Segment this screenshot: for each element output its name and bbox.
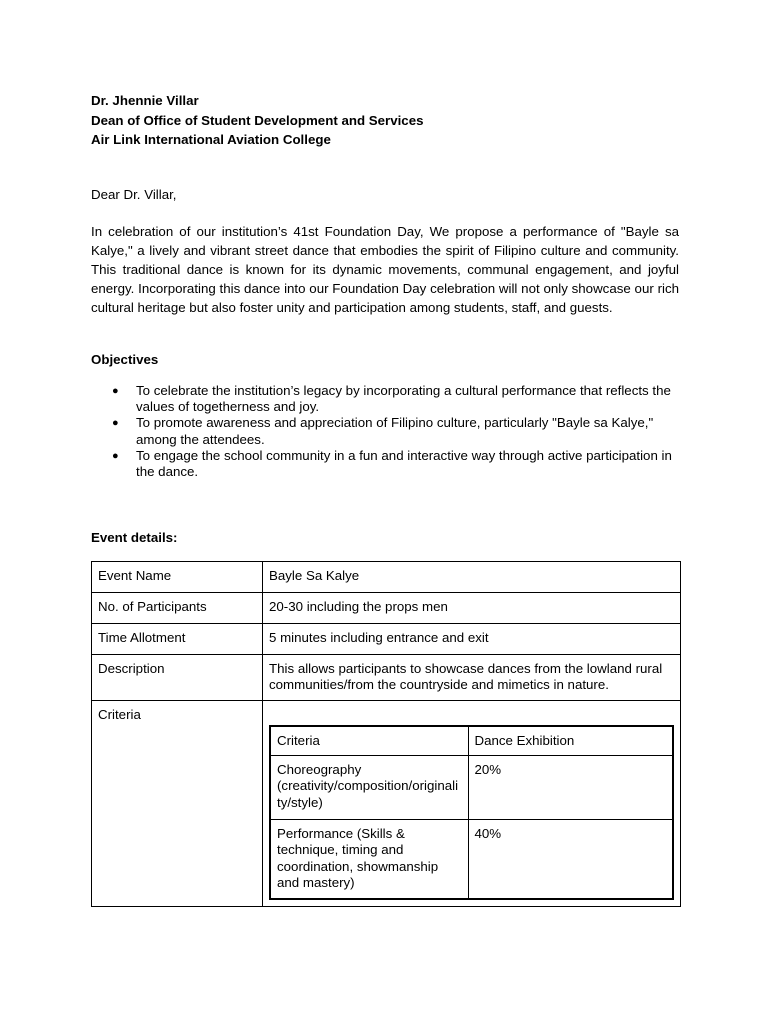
criteria-header: Criteria <box>270 726 468 756</box>
event-details-table <box>91 561 681 907</box>
objective-text: To promote awareness and appreciation of Filipino culture, particularly "Bayle sa Kalye," among the attendees. <box>136 415 654 447</box>
table-row <box>92 655 681 701</box>
row-value: 5 minutes including entrance and exit <box>263 624 681 655</box>
table-row <box>92 562 681 593</box>
table-row <box>92 624 681 655</box>
row-label: Event Name <box>92 562 263 593</box>
recipient-name: Dr. Jhennie Villar <box>91 93 199 108</box>
recipient-position: Dean of Office of Student Development and Services <box>91 112 424 128</box>
event-details-heading: Event details: <box>91 530 178 545</box>
criteria-header-row <box>270 726 673 756</box>
criteria-row <box>270 756 673 820</box>
criterion-text: Performance (Skills & technique, timing and coordination, showmanship and mastery) <box>270 820 468 900</box>
objective-item <box>91 448 679 480</box>
criteria-table <box>269 725 674 900</box>
bullet-icon: ● <box>112 449 119 462</box>
row-value: Bayle Sa Kalye <box>263 562 681 593</box>
row-label: Description <box>92 655 263 701</box>
intro-paragraph: In celebration of our institution’s 41st Foundation Day, We propose a performance of "Bayle sa Kalye," a lively and vibrant street dance that embodies the spirit of Filipino culture and community. This traditional dance is known for its dynamic movements, communal engagement, and joyful energy. Incorporating this dance into our Foundation Day celebration will not only showcase our rich cultural heritage but also foster unity and participation among students, staff, and guests. <box>91 224 679 316</box>
letter-page <box>91 91 679 890</box>
objectives-list <box>91 383 679 480</box>
objective-item <box>91 415 679 447</box>
row-label: Criteria <box>92 701 263 907</box>
row-label: No. of Participants <box>92 593 263 624</box>
objectives-heading: Objectives <box>91 352 159 367</box>
row-value: 20-30 including the props men <box>263 593 681 624</box>
criterion-text: Choreography (creativity/composition/originali ty/style) <box>270 756 468 820</box>
row-label: Time Allotment <box>92 624 263 655</box>
criteria-cell <box>263 701 681 907</box>
objective-item <box>91 383 679 415</box>
criteria-header: Dance Exhibition <box>468 726 673 756</box>
criterion-weight: 40% <box>468 820 673 900</box>
criteria-row <box>270 820 673 900</box>
objective-text: To engage the school community in a fun and interactive way through active participation in the dance. <box>136 447 672 480</box>
table-row <box>92 593 681 624</box>
criterion-weight: 20% <box>468 756 673 820</box>
table-row <box>92 701 681 907</box>
row-value: This allows participants to showcase dances from the lowland rural communities/from the countryside and mimetics in nature. <box>263 655 681 701</box>
bullet-icon: ● <box>112 417 119 430</box>
salutation: Dear Dr. Villar, <box>91 187 177 202</box>
objective-text: To celebrate the institution’s legacy by incorporating a cultural performance that reflects the values of togetherness and joy. <box>136 383 671 415</box>
recipient-institution: Air Link International Aviation College <box>91 132 331 147</box>
bullet-icon: ● <box>112 385 119 397</box>
